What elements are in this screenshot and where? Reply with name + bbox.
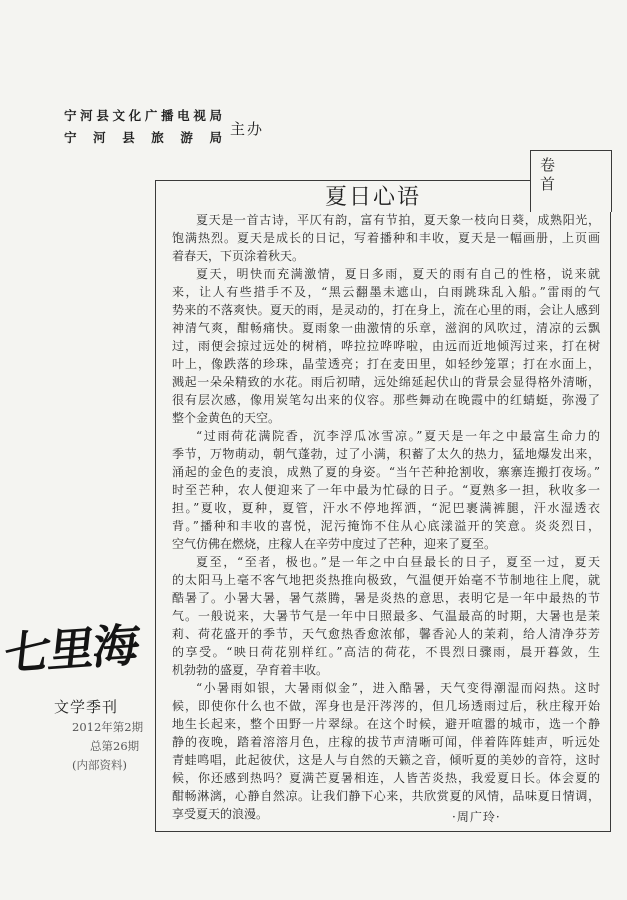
text-line: 过，雨便会掠过远处的树梢，哗拉拉哗哗啦，由远而近地倾泻过来，打在树	[172, 339, 600, 353]
column-label: 卷首	[538, 157, 556, 195]
text-line: 神清气爽，酣畅痛快。夏雨象一曲激情的乐章，滋润的风吹过，清凉的云飘	[172, 321, 600, 335]
paragraph	[172, 265, 600, 427]
article-title: 夏日心语	[324, 185, 421, 210]
magazine-calligraphy-title: 七里海	[1, 617, 141, 681]
text-line: 青蛙鸣唱，此起彼伏，这是人与自然的天籁之音，倾听夏的美妙的音符，这时	[172, 753, 600, 767]
magazine-total-issue: 总第26期	[90, 739, 140, 753]
paragraph	[172, 679, 600, 823]
text-line: 来，让人有些措手不及，“黑云翻墨未遮山，白雨跳珠乱入船。”雷雨的气	[172, 285, 600, 299]
paragraph	[172, 553, 600, 679]
text-line: 气。一般说来，大暑节气是一年中日照最多、气温最高的时期，大暑也是茉	[172, 609, 600, 623]
paragraph	[172, 427, 600, 553]
text-line: 夏至，“至者，极也。”是一年之中白昼最长的日子，夏至一过，夏天	[196, 555, 600, 569]
text-line: 享受夏天的浪漫。	[172, 807, 269, 821]
magazine-subtitle: 文学季刊	[54, 698, 119, 716]
text-line: 着春天，下页涂着秋天。	[172, 249, 305, 263]
text-line: 莉、荷花盛开的季节，天气愈热香愈浓郁，馨香沁人的茉莉，给人清净芬芳	[172, 627, 600, 641]
text-line: 的太阳马上毫不客气地把炎热推向极致，气温便开始毫不节制地往上爬，就	[172, 573, 600, 587]
text-line: 溅起一朵朵精致的水花。雨后初晴，远处绵延起伏山的背景会显得格外清晰，	[172, 375, 600, 389]
text-line: 整个金黄色的天空。	[172, 411, 281, 425]
article-body	[172, 211, 600, 823]
text-line: 季节，万物萌动，朝气蓬勃，过了小满，积蓄了太久的热力，猛地爆发出来，	[172, 447, 600, 461]
paragraph	[172, 211, 600, 265]
text-line: 很有层次感，像用炭笔勾出来的仪容。那些舞动在晚霞中的红蜻蜓，弥漫了	[172, 393, 600, 407]
text-line: 夏天是一首古诗，平仄有韵，富有节拍，夏天象一枝向日葵，成熟阳光，	[196, 213, 600, 227]
text-line: 酷暑了。小暑大暑，暑气蒸腾，暑是炎热的意思，表明它是一年中最热的节	[172, 591, 600, 605]
text-line: 地生长起来，整个田野一片翠绿。在这个时候，避开喧嚣的城市，选一个静	[172, 717, 600, 731]
organizer-line-1: 宁河县文化广播电视局	[64, 108, 222, 123]
organizer-line-2: 宁河县旅游局	[64, 130, 222, 145]
text-line: “小暑雨如银，大暑雨似金”，进入酷暑，天气变得潮湿而闷热。这时	[196, 681, 600, 695]
text-line: 涌起的金色的麦浪，成熟了夏的身姿。“当午芒种抢割收，寨寨连搬打夜场。”	[172, 465, 600, 479]
text-line: 势来的不落爽快。夏天的雨，是灵动的，打在身上，流在心里的雨，会让人感到	[172, 303, 600, 317]
host-label: 主办	[230, 120, 265, 138]
text-line: 机勃勃的盛夏，孕育着丰收。	[172, 663, 329, 677]
magazine-issue: 2012年第2期	[72, 720, 144, 734]
text-line: 时至芒种，农人便迎来了一年中最为忙碌的日子。“夏熟多一担，秋收多一	[172, 483, 600, 497]
text-line: 候，你还感到热吗？夏满芒夏暑相连，人皆苦炎热，我爱夏日长。体会夏的	[172, 771, 600, 785]
text-line: 叶上，像跌落的珍珠，晶莹透亮；打在麦田里，如轻纱笼罩；打在水面上，	[172, 357, 600, 371]
magazine-note: (内部资料)	[72, 758, 127, 772]
text-line: 饱满热烈。夏天是成长的日记，写着播种和丰收，夏天是一幅画册，上页画	[172, 231, 600, 245]
text-line: 夏天，明快而充满激情，夏日多雨，夏天的雨有自己的性格，说来就	[196, 267, 600, 281]
text-line: 空气仿佛在燃烧，庄稼人在辛劳中度过了芒种，迎来了夏至。	[172, 537, 497, 551]
text-line: 静的夜晚，踏着溶溶月色，庄稼的拔节声清晰可闻，伴着阵阵蛙声，听远处	[172, 735, 600, 749]
text-line: 担。”夏收，夏种，夏管，汗水不停地挥洒，“泥巴裹满裤腿，汗水湿透衣	[172, 501, 600, 515]
text-line: 背。”播种和丰收的喜悦，泥污掩饰不住从心底漾溢开的笑意。炎炎烈日，	[172, 519, 600, 533]
text-line: 酣畅淋漓，心静自然凉。让我们静下心来，共欣赏夏的风情，品味夏日情调，	[172, 789, 600, 803]
article-author: ·周广玲·	[452, 810, 501, 824]
text-line: “过雨荷花满院香，沉李浮瓜冰雪凉。”夏天是一年之中最富生命力的	[196, 429, 600, 443]
text-line: 的享受。“映日荷花别样红。”高洁的荷花，不畏烈日骤雨，晨开暮敛，生	[172, 645, 600, 659]
text-line: 候，即使你什么也不做，浑身也是汗涔涔的，但几场透雨过后，秋庄稼开始	[172, 699, 600, 713]
